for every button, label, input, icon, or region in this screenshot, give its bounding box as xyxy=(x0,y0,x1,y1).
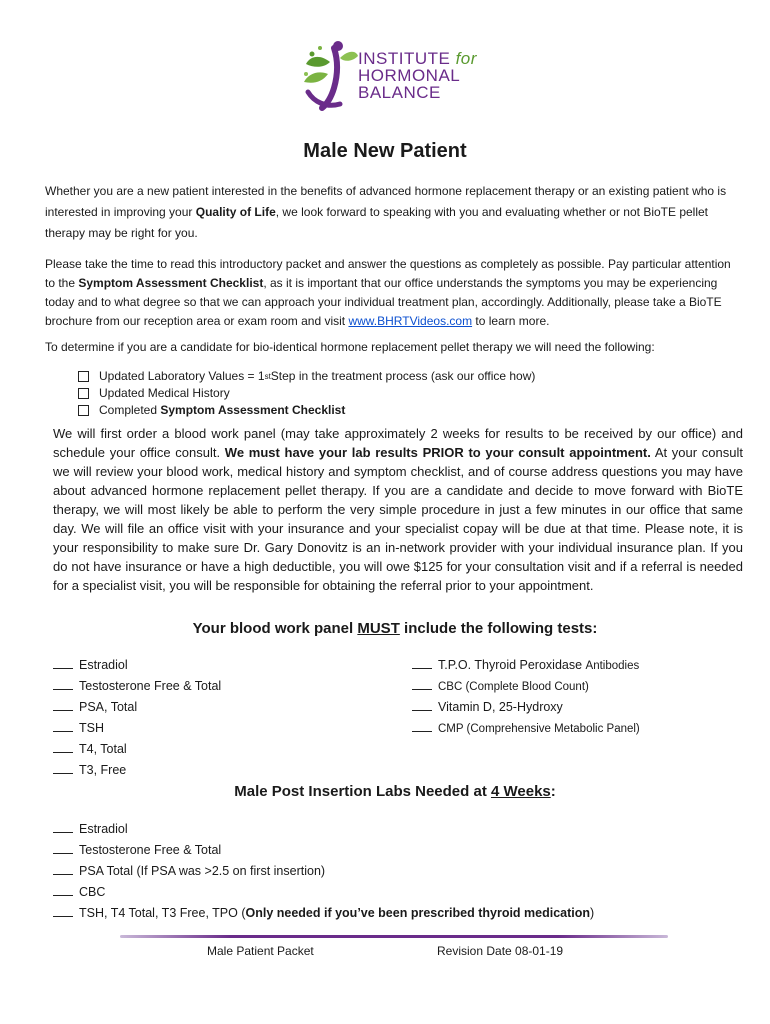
blank-line[interactable] xyxy=(412,677,432,690)
blank-line[interactable] xyxy=(53,904,73,917)
test-item: Testosterone Free & Total xyxy=(53,676,221,697)
intro-paragraph-1: Whether you are a new patient interested in the benefits of advanced hormone replacement therapy or an existing patient who is interested in improving your Quality of Life, we look forward to speaking with you and evaluating whether or not BioTE pellet therapy may be right for you. xyxy=(45,184,727,240)
footer-divider xyxy=(120,935,668,938)
bhrt-videos-link[interactable]: www.BHRTVideos.com xyxy=(348,314,473,328)
test-item: Vitamin D, 25-Hydroxy xyxy=(412,697,640,718)
test-item: TSH xyxy=(53,718,221,739)
test-item: PSA, Total xyxy=(53,697,221,718)
checklist-item-medical-history: Updated Medical History xyxy=(78,385,535,402)
panel-tests-left xyxy=(53,655,221,781)
checklist-item-symptom-checklist: Completed Symptom Assessment Checklist xyxy=(78,402,535,419)
checklist-item-lab-values: Updated Laboratory Values = 1 st Step in the treatment process (ask our office how) xyxy=(78,368,535,385)
footer-packet-name: Male Patient Packet xyxy=(207,944,314,958)
test-item: T.P.O. Thyroid Peroxidase Antibodies xyxy=(412,655,640,676)
institute-logo xyxy=(300,40,500,112)
checkbox[interactable] xyxy=(78,405,89,416)
blood-panel-heading: Your blood work panel MUST include the following tests: xyxy=(192,620,598,637)
test-item: T3, Free xyxy=(53,760,221,781)
blank-line[interactable] xyxy=(53,698,73,711)
blank-line[interactable] xyxy=(53,841,73,854)
blank-line[interactable] xyxy=(53,677,73,690)
test-item: Estradiol xyxy=(53,819,594,840)
blank-line[interactable] xyxy=(53,761,73,774)
process-paragraph: We will first order a blood work panel (may take approximately 2 weeks for results to be received by our office) and schedule your office consult. We must have your lab results PRIOR to your consult appointment. At your consult we will review your blood work, medical history and symptom checklist, and of course address questions you may have about advanced hormone replacement pellet therapy. If you are a candidate and decide to move forward with BioTE therapy, we will most likely be able to perform the very simple procedure in just a few minutes in our office that same day. We will file an office visit with your insurance and your specialist copay will be due at that time. Please note, it is your responsibility to make sure Dr. Gary Donovitz is an in-network provider with your individual insurance plan. If you do not have insurance or have a high deductible, you will owe $125 for your consultation visit and if a referral is needed for a specialist visit, you will be responsible for obtaining the referral prior to your appointment. xyxy=(53,426,743,593)
post-insertion-heading: Male Post Insertion Labs Needed at 4 Weeks: xyxy=(234,783,556,800)
blank-line[interactable] xyxy=(412,719,432,732)
panel-tests-right xyxy=(412,655,640,739)
test-item: CBC xyxy=(53,882,594,903)
footer-revision-date: Revision Date 08-01-19 xyxy=(437,944,564,958)
test-item: T4, Total xyxy=(53,739,221,760)
test-item: CBC (Complete Blood Count) xyxy=(412,676,640,697)
test-item: Estradiol xyxy=(53,655,221,676)
blank-line[interactable] xyxy=(53,820,73,833)
requirements-checklist xyxy=(78,368,535,419)
blank-line[interactable] xyxy=(53,883,73,896)
blank-line[interactable] xyxy=(53,656,73,669)
test-item: TSH, T4 Total, T3 Free, TPO (Only needed if you’ve been prescribed thyroid medication) xyxy=(53,903,594,924)
checkbox[interactable] xyxy=(78,388,89,399)
intro-paragraph-3: To determine if you are a candidate for bio-identical hormone replacement pellet therapy we will need the following: xyxy=(45,340,655,354)
test-item: CMP (Comprehensive Metabolic Panel) xyxy=(412,718,640,739)
post-insertion-tests xyxy=(53,819,594,924)
blank-line[interactable] xyxy=(53,719,73,732)
blank-line[interactable] xyxy=(53,740,73,753)
logo-wordmark: INSTITUTE for HORMONAL BALANCE xyxy=(358,49,477,102)
intro-paragraph-2: Please take the time to read this introductory packet and answer the questions as completely as possible. Pay particular attention to the Symptom Assessment Checklist, as it is important that our office understands the symptoms you may be experiencing today and to what degree so that we can approach your individual treatment plan, accordingly. Additionally, please take a BioTE brochure from our reception area or exam room and visit www.BHRTVideos.com to learn more. xyxy=(45,257,731,328)
blank-line[interactable] xyxy=(53,862,73,875)
leaf-figure-icon xyxy=(300,40,360,112)
blank-line[interactable] xyxy=(412,698,432,711)
page-title: Male New Patient xyxy=(303,140,467,162)
test-item: PSA Total (If PSA was >2.5 on first insertion) xyxy=(53,861,594,882)
checkbox[interactable] xyxy=(78,371,89,382)
test-item: Testosterone Free & Total xyxy=(53,840,594,861)
blank-line[interactable] xyxy=(412,656,432,669)
